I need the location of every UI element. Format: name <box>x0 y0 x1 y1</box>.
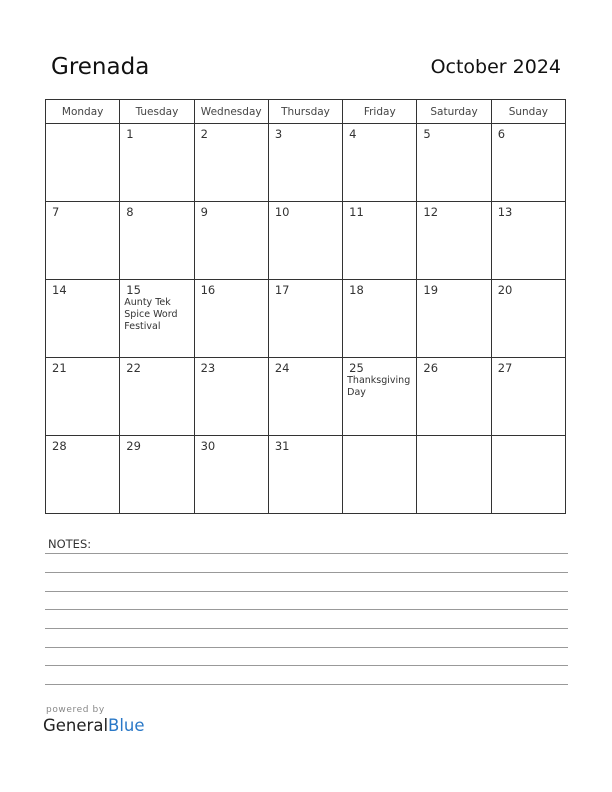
day-cell <box>194 358 268 436</box>
day-cell <box>194 280 268 358</box>
notes-line <box>45 665 568 666</box>
day-cell <box>491 202 565 280</box>
day-cell <box>491 358 565 436</box>
day-number: 23 <box>200 361 216 375</box>
day-cell <box>120 280 194 358</box>
day-number: 30 <box>200 439 216 453</box>
day-number: 19 <box>423 283 439 297</box>
day-number: 13 <box>497 205 513 219</box>
weekday-header: Sunday <box>491 100 565 124</box>
day-cell <box>268 202 342 280</box>
holiday-label: Aunty Tek Spice Word Festival <box>124 297 178 332</box>
weekday-header: Saturday <box>417 100 491 124</box>
day-cell <box>120 124 194 202</box>
day-cell <box>268 280 342 358</box>
day-number: 10 <box>274 205 290 219</box>
day-cell <box>46 280 120 358</box>
day-cell <box>417 124 491 202</box>
day-cell <box>343 280 417 358</box>
day-number: 31 <box>274 439 290 453</box>
weekday-header-row <box>46 100 566 124</box>
day-cell <box>417 436 491 514</box>
day-number: 17 <box>274 283 290 297</box>
day-cell <box>194 436 268 514</box>
day-number: 24 <box>274 361 290 375</box>
day-number: 20 <box>497 283 513 297</box>
day-number: 1 <box>126 127 134 141</box>
month-year-title: October 2024 <box>430 56 561 78</box>
day-cell <box>417 202 491 280</box>
day-number: 5 <box>423 127 431 141</box>
week-row <box>46 124 566 202</box>
notes-line <box>45 572 568 573</box>
powered-by-text: powered by <box>46 705 105 715</box>
day-cell <box>120 358 194 436</box>
day-number: 2 <box>200 127 208 141</box>
day-cell <box>46 436 120 514</box>
day-cell <box>491 280 565 358</box>
day-number: 8 <box>126 205 134 219</box>
day-number: 27 <box>497 361 513 375</box>
logo-general-text: General <box>43 716 109 735</box>
day-number: 25 <box>349 361 364 375</box>
day-cell <box>268 436 342 514</box>
weekday-header: Wednesday <box>194 100 268 124</box>
day-cell <box>46 124 120 202</box>
day-cell <box>417 358 491 436</box>
day-cell <box>343 358 417 436</box>
weekday-header: Monday <box>46 100 120 124</box>
notes-line <box>45 591 568 592</box>
calendar-grid <box>45 99 566 514</box>
day-cell <box>491 124 565 202</box>
generalblue-logo[interactable] <box>43 716 145 735</box>
day-number: 26 <box>423 361 439 375</box>
day-number: 11 <box>349 205 364 219</box>
day-number: 21 <box>52 361 67 375</box>
day-cell <box>268 124 342 202</box>
notes-label: NOTES: <box>48 537 92 551</box>
day-number: 15 <box>126 283 141 297</box>
day-cell <box>343 436 417 514</box>
day-number: 3 <box>274 127 283 141</box>
day-number: 14 <box>52 283 67 297</box>
day-number: 16 <box>200 283 216 297</box>
weekday-header: Tuesday <box>120 100 194 124</box>
logo-blue-text: Blue <box>108 716 145 735</box>
day-number: 18 <box>349 283 364 297</box>
day-cell <box>268 358 342 436</box>
week-row <box>46 202 566 280</box>
day-cell <box>194 124 268 202</box>
day-number: 22 <box>126 361 141 375</box>
day-number: 9 <box>200 205 208 219</box>
day-number: 12 <box>423 205 439 219</box>
day-cell <box>120 436 194 514</box>
day-cell <box>46 202 120 280</box>
notes-line <box>45 628 568 629</box>
week-row <box>46 436 566 514</box>
day-cell <box>120 202 194 280</box>
country-title: Grenada <box>51 54 150 80</box>
day-cell <box>194 202 268 280</box>
day-number: 29 <box>126 439 141 453</box>
day-number: 4 <box>349 127 357 141</box>
notes-line <box>45 609 568 610</box>
day-number: 6 <box>497 127 506 141</box>
day-number: 7 <box>52 205 60 219</box>
day-cell <box>46 358 120 436</box>
day-cell <box>343 124 417 202</box>
weekday-header: Friday <box>343 100 417 124</box>
week-row <box>46 280 566 358</box>
day-cell <box>343 202 417 280</box>
weekday-header: Thursday <box>268 100 342 124</box>
day-cell <box>491 436 565 514</box>
day-number: 28 <box>52 439 67 453</box>
notes-line <box>45 647 568 648</box>
week-row <box>46 358 566 436</box>
holiday-label: Thanksgiving Day <box>347 375 411 398</box>
notes-line <box>45 684 568 685</box>
day-cell <box>417 280 491 358</box>
notes-line <box>45 553 568 554</box>
